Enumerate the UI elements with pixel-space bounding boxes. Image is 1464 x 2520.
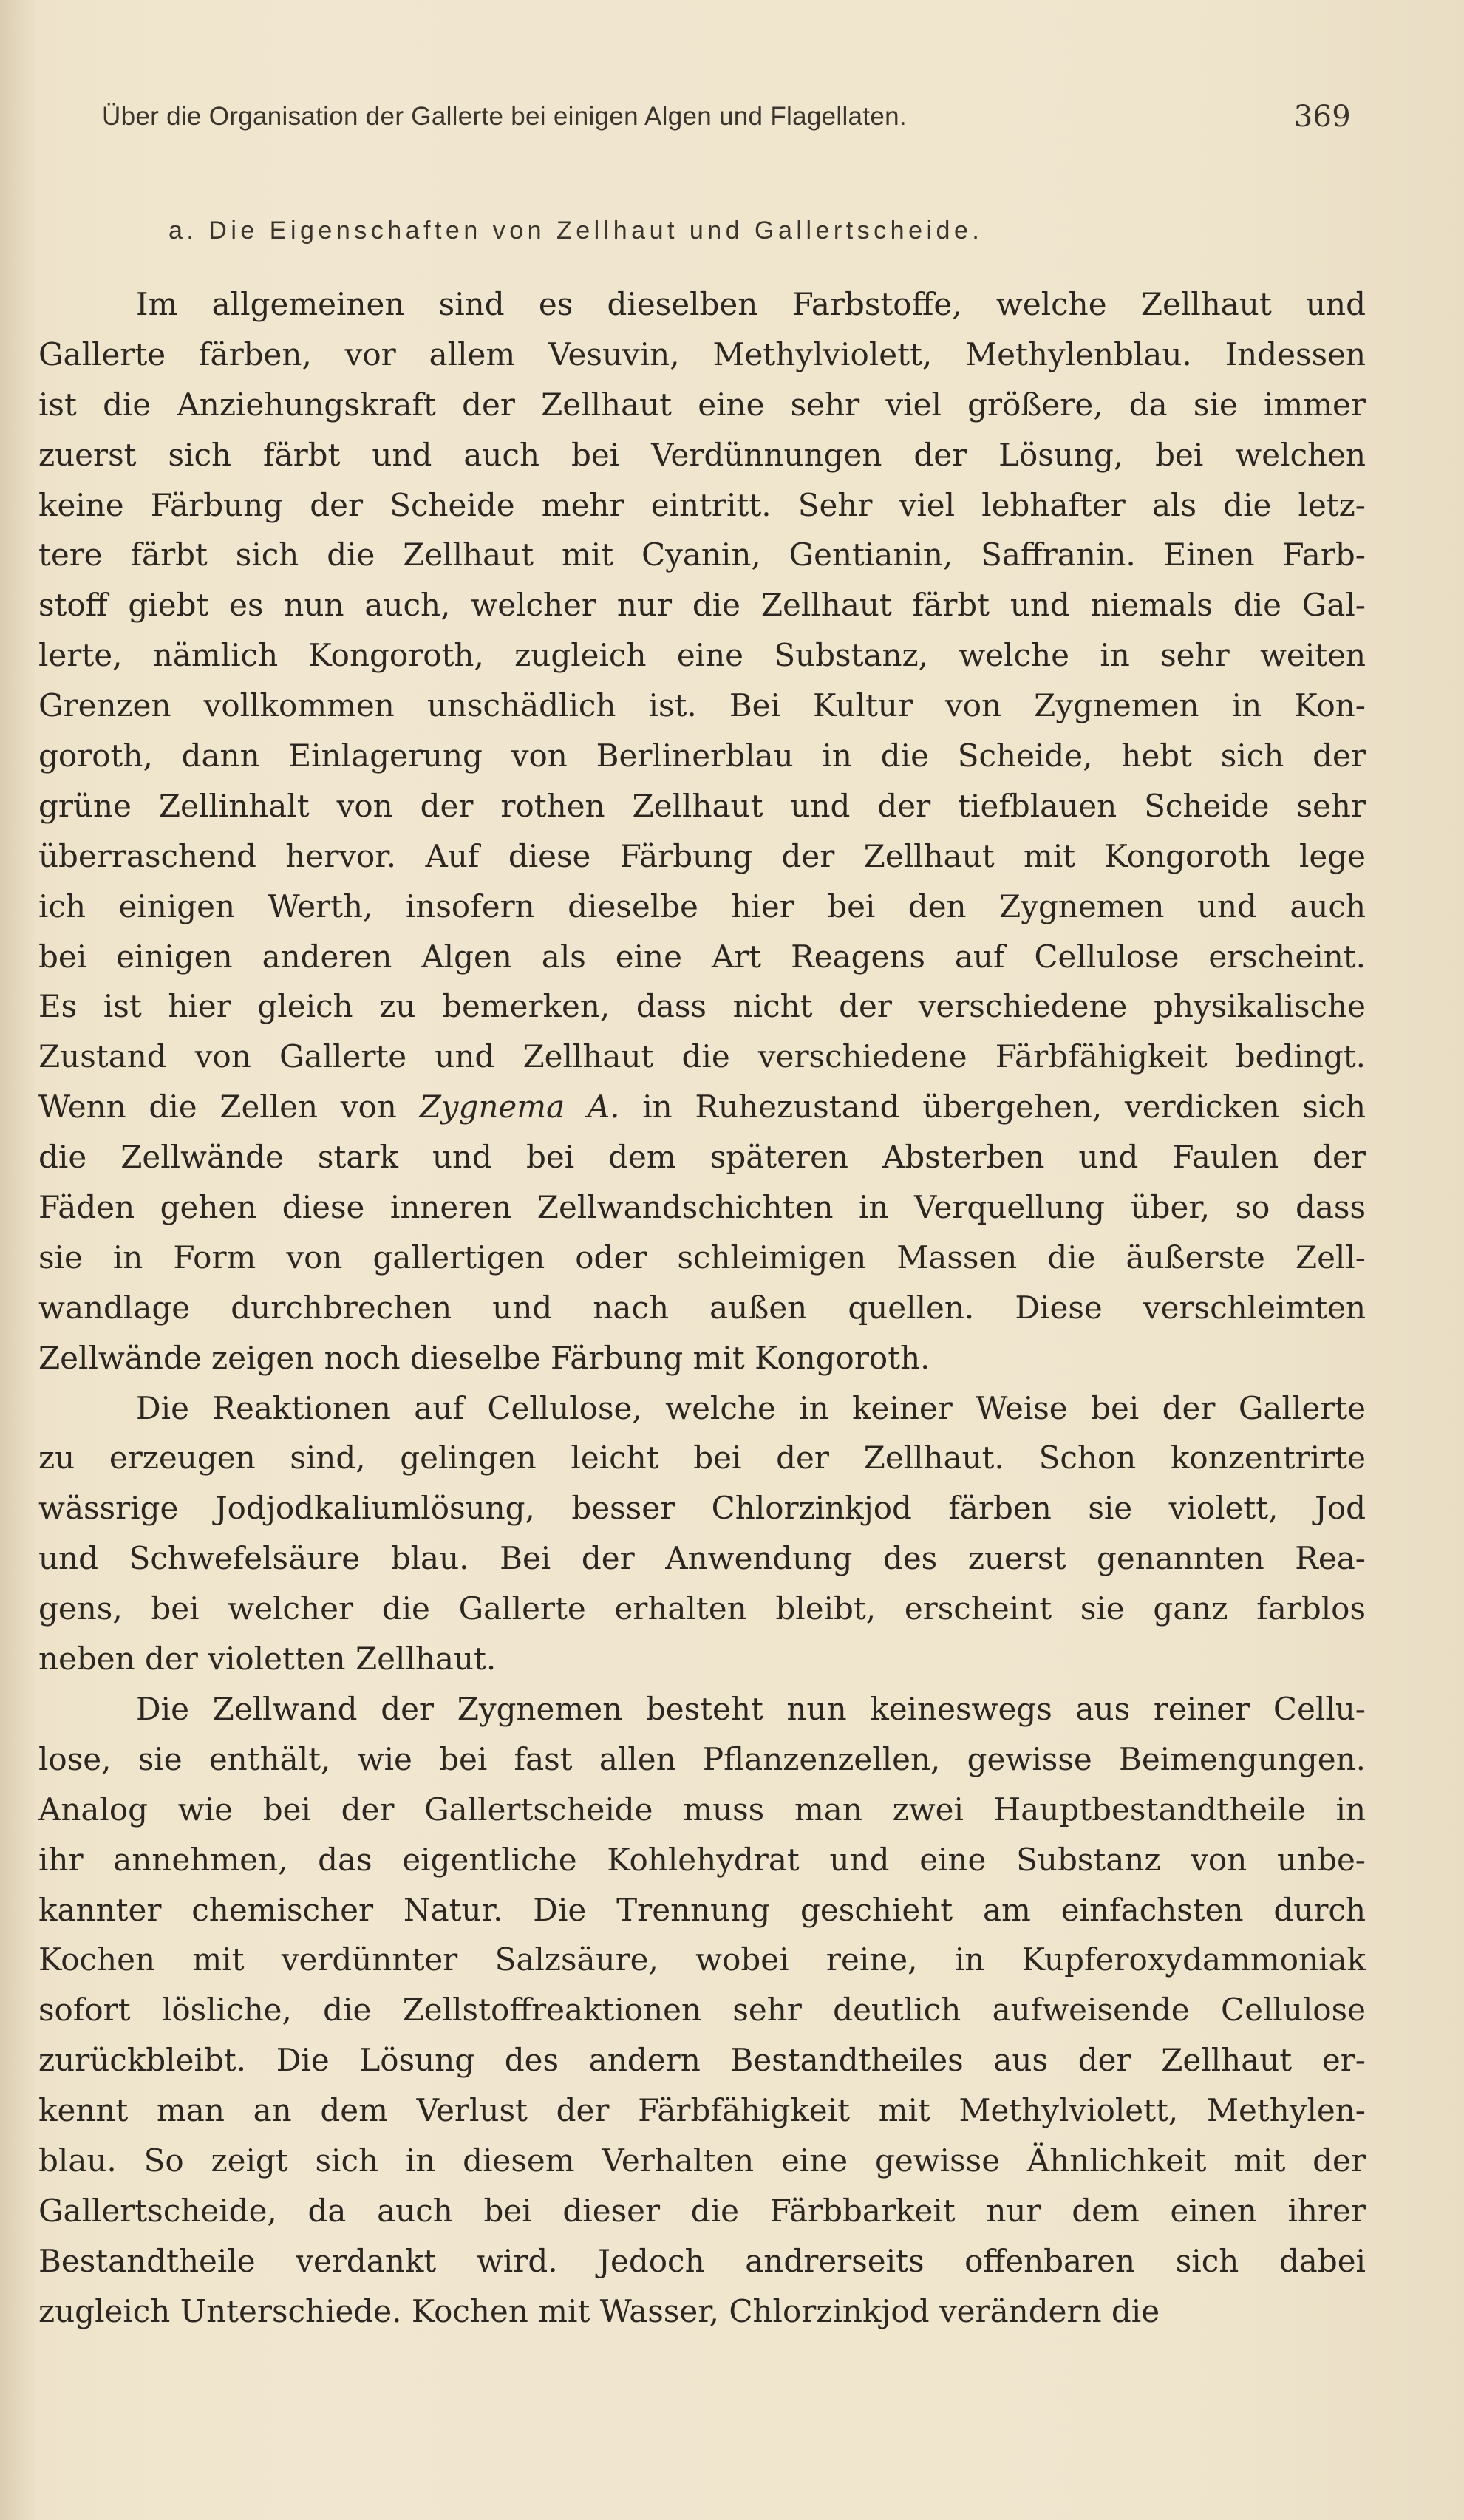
text-line: neben der violetten Zellhaut.: [38, 1641, 497, 1678]
text-line: Analog wie bei der Gallertscheide muss man zwei Hauptbestandtheile in: [38, 1791, 1366, 1828]
running-header: [102, 95, 1351, 139]
body-text: [38, 279, 1366, 2337]
text-line: Fäden gehen diese inneren Zellwandschichten in Verquellung über, so dass: [38, 1189, 1366, 1226]
text-line: wässrige Jodjodkaliumlösung, besser Chlorzinkjod färben sie violett, Jod: [38, 1490, 1366, 1527]
text-line: Bestandtheile verdankt wird. Jedoch andrerseits offenbaren sich dabei: [38, 2242, 1366, 2279]
text-line: wandlage durchbrechen und nach außen quellen. Diese verschleimten: [38, 1289, 1366, 1326]
text-line: lerte, nämlich Kongoroth, zugleich eine Substanz, welche in sehr weiten: [38, 637, 1366, 674]
paragraph: [38, 279, 1366, 1383]
section-heading: a. Die Eigenschaften von Zellhaut und Gallertscheide.: [168, 217, 984, 245]
text-line: zuerst sich färbt und auch bei Verdünnungen der Lösung, bei welchen: [38, 436, 1366, 473]
text-line: bei einigen anderen Algen als eine Art Reagens auf Cellulose erscheint.: [38, 938, 1366, 975]
text-line: Gallerte färben, vor allem Vesuvin, Methylviolett, Methylenblau. Indessen: [38, 336, 1366, 372]
text-line: Die Reaktionen auf Cellulose, welche in keiner Weise bei der Gallerte: [136, 1389, 1366, 1426]
text-line: zu erzeugen sind, gelingen leicht bei der Zellhaut. Schon konzentrirte: [38, 1440, 1366, 1477]
text-line: gens, bei welcher die Gallerte erhalten bleibt, erscheint sie ganz farblos: [38, 1590, 1366, 1627]
text-line: zurückbleibt. Die Lösung des andern Bestandtheiles aus der Zellhaut er-: [38, 2042, 1366, 2079]
paragraph: [38, 1684, 1366, 2337]
text-line: kannter chemischer Natur. Die Trennung geschieht am einfachsten durch: [38, 1891, 1366, 1928]
text-line: sofort lösliche, die Zellstoffreaktionen sehr deutlich aufweisende Cellulose: [38, 1992, 1366, 2029]
text-line: blau. So zeigt sich in diesem Verhalten eine gewisse Ähnlichkeit mit der: [38, 2142, 1366, 2179]
text-line: Zellwände zeigen noch dieselbe Färbung mit Kongoroth.: [38, 1339, 930, 1376]
species-name: Zygnema A.: [419, 1089, 620, 1126]
text-line: lose, sie enthält, wie bei fast allen Pflanzenzellen, gewisse Beimengungen.: [38, 1740, 1366, 1777]
text-line: tere färbt sich die Zellhaut mit Cyanin, Gentianin, Saffranin. Einen Farb-: [38, 537, 1366, 573]
running-header-title: Über die Organisation der Gallerte bei einigen Algen und Flagellaten.: [102, 102, 907, 131]
text-line: die Zellwände stark und bei dem späteren Absterben und Faulen der: [38, 1139, 1366, 1176]
page-number: 369: [1293, 100, 1351, 134]
text-line: Die Zellwand der Zygnemen besteht nun keineswegs aus reiner Cellu-: [136, 1690, 1366, 1727]
text-line: überraschend hervor. Auf diese Färbung der Zellhaut mit Kongoroth lege: [38, 837, 1366, 874]
text-line: Grenzen vollkommen unschädlich ist. Bei Kultur von Zygnemen in Kon-: [38, 687, 1366, 724]
text-line: keine Färbung der Scheide mehr eintritt. Sehr viel lebhafter als die letz-: [38, 486, 1366, 523]
text-line: Im allgemeinen sind es dieselben Farbstoffe, welche Zellhaut und: [136, 286, 1366, 322]
paragraph: [38, 1383, 1366, 1684]
text-line: Kochen mit verdünnter Salzsäure, wobei reine, in Kupferoxydammoniak: [38, 1941, 1366, 1978]
text-line: Zustand von Gallerte und Zellhaut die verschiedene Färbfähigkeit bedingt.: [38, 1038, 1366, 1075]
text-line: Gallertscheide, da auch bei dieser die Färbbarkeit nur dem einen ihrer: [38, 2192, 1366, 2229]
text-line: zugleich Unterschiede. Kochen mit Wasser, Chlorzinkjod verändern die: [38, 2292, 1160, 2329]
text-line: grüne Zellinhalt von der rothen Zellhaut und der tiefblauen Scheide sehr: [38, 787, 1366, 824]
text-line: Wenn die Zellen von Zygnema A. in Ruhezustand übergehen, verdicken sich: [38, 1089, 1366, 1126]
text-line: ist die Anziehungskraft der Zellhaut eine sehr viel größere, da sie immer: [38, 386, 1366, 423]
text-line: und Schwefelsäure blau. Bei der Anwendung des zuerst genannten Rea-: [38, 1540, 1366, 1577]
text-line: Es ist hier gleich zu bemerken, dass nicht der verschiedene physikalische: [38, 988, 1366, 1025]
text-line: kennt man an dem Verlust der Färbfähigkeit mit Methylviolett, Methylen-: [38, 2092, 1366, 2129]
text-line: goroth, dann Einlagerung von Berlinerblau in die Scheide, hebt sich der: [38, 738, 1366, 774]
text-line: ich einigen Werth, insofern dieselbe hier bei den Zygnemen und auch: [38, 888, 1366, 924]
text-line: ihr annehmen, das eigentliche Kohlehydrat und eine Substanz von unbe-: [38, 1841, 1366, 1878]
text-line: sie in Form von gallertigen oder schleimigen Massen die äußerste Zell-: [38, 1239, 1366, 1276]
text-line: stoff giebt es nun auch, welcher nur die Zellhaut färbt und niemals die Gal-: [38, 587, 1366, 624]
